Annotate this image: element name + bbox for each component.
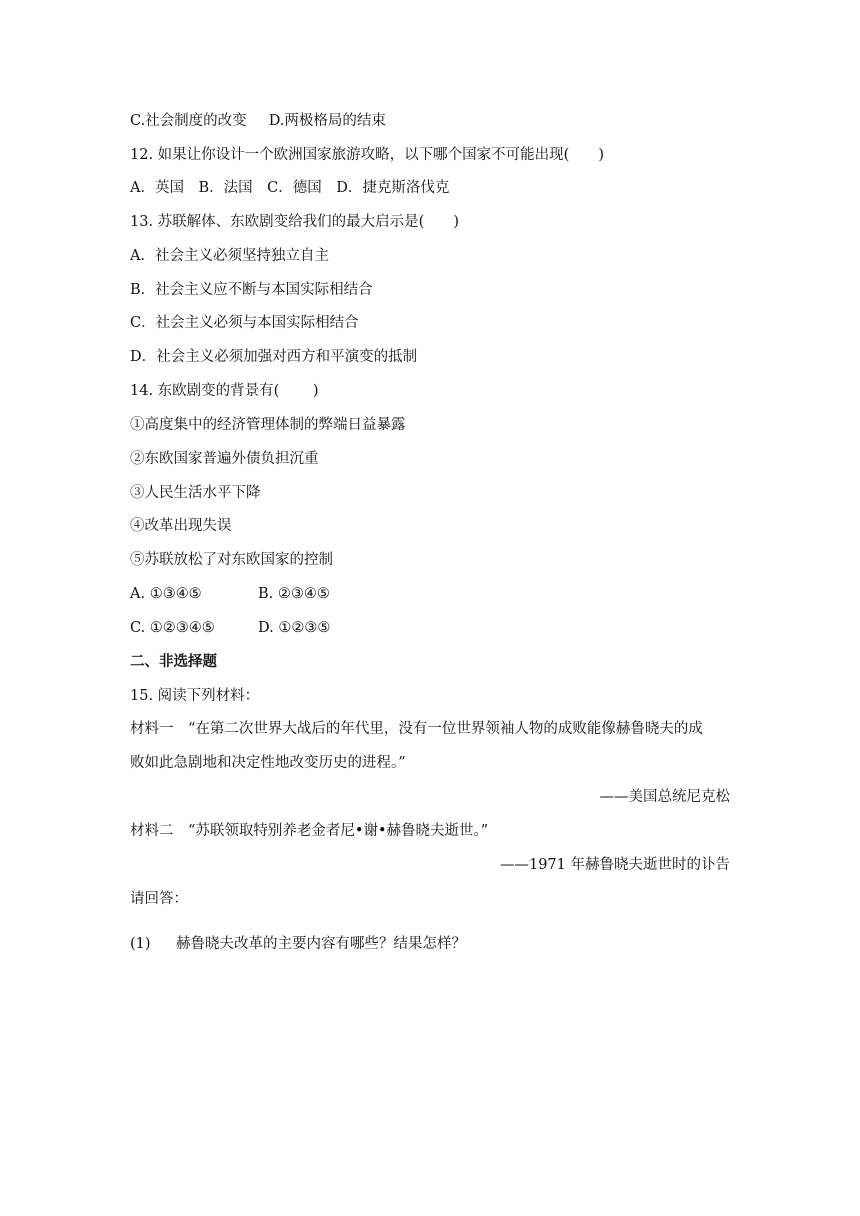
sub-question-1-text: 赫鲁晓夫改革的主要内容有哪些？结果怎样？: [176, 936, 466, 952]
material-1-source: ——美国总统尼克松: [599, 789, 730, 805]
question-14-item-5: ⑤苏联放松了对东欧国家的控制: [130, 552, 333, 568]
question-14-item-2: ②东欧国家普遍外债负担沉重: [130, 451, 319, 467]
question-14: 14. 东欧剧变的背景有( ): [130, 383, 319, 399]
question-13: 13. 苏联解体、东欧剧变给我们的最大启示是( ): [130, 214, 459, 230]
question-15: 15. 阅读下列材料：: [130, 688, 260, 704]
question-14-option-b: B. ②③④⑤: [258, 586, 330, 602]
question-14-item-1: ①高度集中的经济管理体制的弊端日益暴露: [130, 417, 406, 433]
question-14-options-ab: [130, 584, 202, 604]
question-14-option-c: C. ①②③④⑤: [130, 620, 215, 636]
material-1-line-1: 材料一 “在第二次世界大战后的年代里，没有一位世界领袖人物的成败能像赫鲁晓夫的成: [130, 721, 703, 737]
material-1-line-2: 败如此急剧地和决定性地改变历史的进程。”: [130, 755, 406, 771]
answer-prompt: 请回答：: [130, 891, 188, 907]
question-12: 12. 如果让你设计一个欧洲国家旅游攻略，以下哪个国家不可能出现( ): [130, 147, 604, 163]
question-14-option-d: D. ①②③⑤: [258, 620, 331, 636]
question-14-item-4: ④改革出现失误: [130, 518, 232, 534]
question-13-option-a: A．社会主义必须坚持独立自主: [130, 248, 329, 264]
sub-question-1-number: (1): [130, 936, 151, 952]
question-12-options: A．英国 B．法国 C．德国 D．捷克斯洛伐克: [130, 180, 450, 196]
question-13-option-c: C．社会主义必须与本国实际相结合: [130, 315, 359, 331]
option-d-q11: D.两极格局的结束: [268, 113, 386, 129]
question-13-option-d: D．社会主义必须加强对西方和平演变的抵制: [130, 349, 418, 365]
material-2: 材料二 “苏联领取特别养老金者尼•谢•赫鲁晓夫逝世。”: [130, 823, 489, 839]
question-13-option-b: B．社会主义应不断与本国实际相结合: [130, 282, 373, 298]
section-heading-non-choice: 二、非选择题: [130, 653, 217, 670]
option-c-q11: C.社会制度的改变: [130, 113, 247, 129]
material-2-source: ——1971 年赫鲁晓夫逝世时的讣告: [499, 857, 730, 873]
question-14-item-3: ③人民生活水平下降: [130, 485, 261, 501]
question-14-option-d-wrap: [258, 618, 330, 638]
question-14-options-cd: [130, 618, 215, 638]
option-line-c-d-q11: [130, 111, 386, 131]
question-14-option-a: A. ①③④⑤: [130, 586, 202, 602]
question-14-option-b-wrap: [258, 584, 330, 604]
